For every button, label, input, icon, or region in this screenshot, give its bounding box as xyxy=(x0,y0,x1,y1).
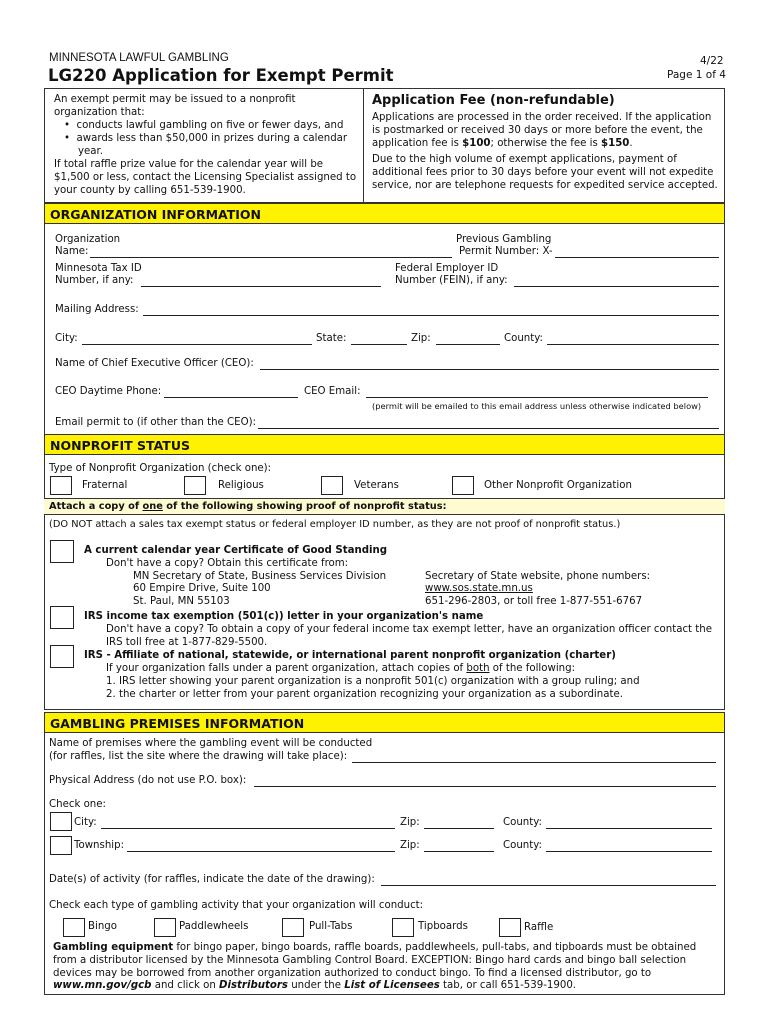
ceo-name-field[interactable] xyxy=(260,358,719,370)
mn-tax-label: Minnesota Tax ID xyxy=(55,263,142,274)
gcb-website-link[interactable]: www.mn.gov/gcb xyxy=(53,980,152,991)
form-title: LG220 Application for Exempt Permit xyxy=(48,66,394,85)
fee-line: is postmarked or received 30 days or more before the event, the xyxy=(372,125,703,136)
option-detail: 1. IRS letter showing your parent organization is a nonprofit 501(c) organization with a group ruling; and xyxy=(106,676,640,687)
premises-name-field[interactable] xyxy=(352,751,716,763)
attach-text: Attach a copy of xyxy=(49,501,143,512)
org-name-label: Name: xyxy=(55,246,89,257)
premises-zip-field[interactable] xyxy=(424,817,494,829)
religious-checkbox[interactable] xyxy=(184,476,206,495)
fraternal-label: Fraternal xyxy=(82,480,128,491)
intro-line: organization that: xyxy=(54,107,145,118)
good-standing-checkbox[interactable] xyxy=(50,540,74,563)
prev-permit-label: Previous Gambling xyxy=(456,234,552,245)
city-checkbox[interactable] xyxy=(50,812,72,831)
intro-line: If total raffle prize value for the calendar year will be xyxy=(54,159,324,170)
bullet-cont: year. xyxy=(78,146,104,157)
org-name-label: Organization xyxy=(55,234,121,245)
fee-line xyxy=(372,138,633,149)
fee-amount-late: $150 xyxy=(601,138,630,149)
township-checkbox[interactable] xyxy=(50,836,72,855)
premises-zip-label: Zip: xyxy=(400,817,420,828)
attach-heading xyxy=(49,501,447,512)
ceo-email-label: CEO Email: xyxy=(304,386,361,397)
fee-text: . xyxy=(629,138,633,149)
attach-text: of the following showing proof of nonprofit status: xyxy=(162,501,447,512)
pull-tabs-label: Pull-Tabs xyxy=(309,921,353,932)
veterans-label: Veterans xyxy=(354,480,399,491)
option-detail: St. Paul, MN 55103 xyxy=(133,596,230,607)
intro-divider xyxy=(363,88,364,203)
bullet-text: awards less than $50,000 in prizes during a calendar xyxy=(76,133,348,144)
fee-amount-early: $100 xyxy=(462,138,491,149)
pull-tabs-checkbox[interactable] xyxy=(282,918,304,937)
mailing-label: Mailing Address: xyxy=(55,304,139,315)
fee-line: Due to the high volume of exempt applications, payment of xyxy=(372,154,677,165)
fraternal-checkbox[interactable] xyxy=(50,476,72,495)
check-one-label: Check one: xyxy=(49,799,106,810)
religious-label: Religious xyxy=(218,480,264,491)
attach-emphasis: one xyxy=(142,501,163,512)
zip-field[interactable] xyxy=(436,333,500,345)
township-zip-field[interactable] xyxy=(424,840,494,852)
premises-name-label: (for raffles, list the site where the drawing will take place): xyxy=(49,751,348,762)
mn-tax-label: Number, if any: xyxy=(55,275,134,286)
detail-text: of the following: xyxy=(489,663,576,674)
activity-label: Check each type of gambling activity that your organization will conduct: xyxy=(49,900,424,911)
option-detail: MN Secretary of State, Business Services Division xyxy=(133,571,387,582)
sos-info: Secretary of State website, phone numbers: xyxy=(425,571,651,582)
fee-line: service, nor are telephone requests for expedited service accepted. xyxy=(372,180,718,191)
nonprofit-section-header xyxy=(44,434,725,455)
bullet: • awards less than $50,000 in prizes during a calendar xyxy=(64,133,348,144)
irs-affiliate-title: IRS - Affiliate of national, statewide, or international parent nonprofit organization (charter) xyxy=(84,650,616,661)
ceo-email-field[interactable] xyxy=(366,386,708,398)
fein-label: Federal Employer ID xyxy=(395,263,499,274)
page-number: Page 1 of 4 xyxy=(667,69,726,81)
premises-city-label: City: xyxy=(74,817,97,828)
bingo-checkbox[interactable] xyxy=(63,918,85,937)
equipment-text: tab, or call 651-539-1900. xyxy=(439,980,577,991)
intro-line: An exempt permit may be issued to a nonprofit xyxy=(54,94,296,105)
other-nonprofit-checkbox[interactable] xyxy=(452,476,474,495)
equipment-note: devices may be borrowed from another organization authorized to conduct bingo. To find a licensed distributor, go to xyxy=(53,968,652,979)
fein-field[interactable] xyxy=(514,275,719,287)
premises-section-header xyxy=(44,712,725,733)
nonprofit-type-label: Type of Nonprofit Organization (check one): xyxy=(49,463,272,474)
fee-line: Applications are processed in the order received. If the application xyxy=(372,112,712,123)
distributors-emphasis: Distributors xyxy=(219,980,288,991)
intro-line: your county by calling 651-539-1900. xyxy=(54,185,246,196)
prev-permit-label: Permit Number: X- xyxy=(459,246,553,257)
fee-line: additional fees prior to 30 days before your event will not expedite xyxy=(372,167,714,178)
mn-tax-field[interactable] xyxy=(141,275,381,287)
do-not-attach-note: (DO NOT attach a sales tax exempt status or federal employer ID number, as they are not proof of nonprofit status.) xyxy=(49,519,621,530)
bingo-label: Bingo xyxy=(88,921,117,932)
premises-city-field[interactable] xyxy=(101,817,395,829)
fein-label: Number (FEIN), if any: xyxy=(395,275,508,286)
fee-text: ; otherwise the fee is xyxy=(490,138,602,149)
email-note: (permit will be emailed to this email address unless otherwise indicated below) xyxy=(372,401,702,411)
tipboards-label: Tipboards xyxy=(418,921,468,932)
county-field[interactable] xyxy=(547,333,719,345)
detail-text: If your organization falls under a parent organization, attach copies of xyxy=(106,663,467,674)
city-field[interactable] xyxy=(82,333,312,345)
equipment-text: and click on xyxy=(151,980,220,991)
fee-text: application fee is xyxy=(372,138,463,149)
city-label: City: xyxy=(55,333,78,344)
veterans-checkbox[interactable] xyxy=(321,476,343,495)
physical-address-label: Physical Address (do not use P.O. box): xyxy=(49,775,247,786)
section-title: NONPROFIT STATUS xyxy=(50,438,190,453)
org-name-field[interactable] xyxy=(90,246,452,258)
option-detail: Don't have a copy? To obtain a copy of your federal income tax exempt letter, have an organization officer contact the xyxy=(106,624,713,635)
ceo-phone-label: CEO Daytime Phone: xyxy=(55,386,162,397)
option-detail: IRS toll free at 1-877-829-5500. xyxy=(106,637,268,648)
agency-name: MINNESOTA LAWFUL GAMBLING xyxy=(49,52,229,64)
dates-label: Date(s) of activity (for raffles, indicate the date of the drawing): xyxy=(49,874,375,885)
irs-letter-title: IRS income tax exemption (501(c)) letter in your organization's name xyxy=(84,611,484,622)
option-detail xyxy=(106,663,575,674)
bullet-text: conducts lawful gambling on five or fewer days, and xyxy=(76,120,344,131)
premises-county-label: County: xyxy=(503,817,542,828)
township-county-field[interactable] xyxy=(546,840,712,852)
equipment-note xyxy=(53,980,576,991)
township-zip-label: Zip: xyxy=(400,840,420,851)
email-permit-label: Email permit to (if other than the CEO): xyxy=(55,417,257,428)
option-detail: 2. the charter or letter from your parent organization recognizing your organization as a subordinate. xyxy=(106,689,623,700)
equipment-heading: Gambling equipment xyxy=(53,942,174,953)
detail-emphasis: both xyxy=(466,663,490,674)
form-version: 4/22 xyxy=(700,55,724,67)
dates-field[interactable] xyxy=(381,874,716,886)
township-field[interactable] xyxy=(127,840,395,852)
other-nonprofit-label: Other Nonprofit Organization xyxy=(484,480,632,491)
raffle-label: Raffle xyxy=(524,922,554,933)
county-label: County: xyxy=(504,333,543,344)
licensees-emphasis: List of Licensees xyxy=(344,980,440,991)
paddlewheels-checkbox[interactable] xyxy=(154,918,176,937)
paddlewheels-label: Paddlewheels xyxy=(179,921,249,932)
premises-county-field[interactable] xyxy=(546,817,712,829)
mailing-field[interactable] xyxy=(143,304,719,316)
raffle-checkbox[interactable] xyxy=(499,918,521,937)
prev-permit-field[interactable] xyxy=(555,246,719,258)
section-title: ORGANIZATION INFORMATION xyxy=(50,207,261,222)
option-detail: 60 Empire Drive, Suite 100 xyxy=(133,583,271,594)
good-standing-title: A current calendar year Certificate of Good Standing xyxy=(84,545,388,556)
email-permit-field[interactable] xyxy=(258,417,719,429)
equipment-note xyxy=(53,942,696,953)
irs-letter-checkbox[interactable] xyxy=(50,606,74,629)
sos-phone: 651-296-2803, or toll free 1-877-551-6767 xyxy=(425,596,643,607)
tipboards-checkbox[interactable] xyxy=(392,918,414,937)
zip-label: Zip: xyxy=(411,333,431,344)
intro-line: $1,500 or less, contact the Licensing Specialist assigned to xyxy=(54,172,357,183)
fee-heading: Application Fee (non-refundable) xyxy=(372,93,615,108)
state-field[interactable] xyxy=(351,333,407,345)
irs-affiliate-checkbox[interactable] xyxy=(50,645,74,668)
ceo-phone-field[interactable] xyxy=(164,386,298,398)
option-detail: Don't have a copy? Obtain this certificate from: xyxy=(106,558,349,569)
township-label: Township: xyxy=(74,840,125,851)
premises-name-label: Name of premises where the gambling event will be conducted xyxy=(49,738,373,749)
org-section-header xyxy=(44,203,725,224)
ceo-name-label: Name of Chief Executive Officer (CEO): xyxy=(55,358,254,369)
physical-address-field[interactable] xyxy=(254,775,716,787)
equipment-text: under the xyxy=(287,980,345,991)
bullet: • conducts lawful gambling on five or fewer days, and xyxy=(64,120,344,131)
section-title: GAMBLING PREMISES INFORMATION xyxy=(50,716,305,731)
sos-website-link[interactable]: www.sos.state.mn.us xyxy=(425,583,533,594)
equipment-text: for bingo paper, bingo boards, raffle boards, paddlewheels, pull-tabs, and tipboards must be obtained xyxy=(173,942,697,953)
township-county-label: County: xyxy=(503,840,542,851)
equipment-note: from a distributor licensed by the Minnesota Gambling Control Board. EXCEPTION: Bingo hard cards and bingo ball selection xyxy=(53,955,687,966)
state-label: State: xyxy=(316,333,347,344)
